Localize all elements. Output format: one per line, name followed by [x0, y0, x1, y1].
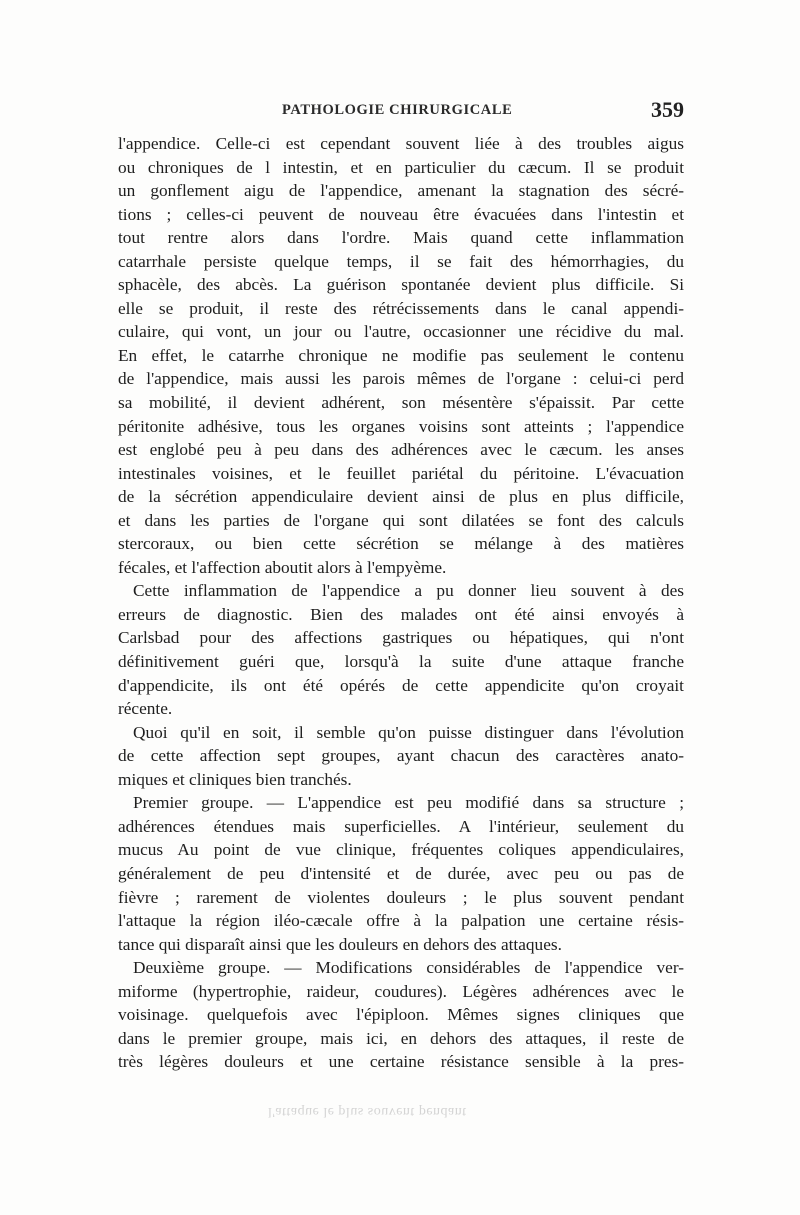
text-line: sa mobilité, il devient adhérent, son mésentère s'épaissit. Par cette	[118, 393, 684, 413]
paragraph-seven-groups	[118, 721, 684, 792]
paragraph-first-group	[118, 791, 684, 956]
text-line: Cette inflammation de l'appendice a pu donner lieu souvent à des	[133, 581, 684, 601]
text-line: est englobé peu à peu dans des adhérences avec le cæcum. les anses	[118, 440, 684, 460]
text-line: très légères douleurs et une certaine résistance sensible à la pres-	[118, 1052, 684, 1072]
page-number: 359	[651, 97, 684, 122]
text-line: Deuxième groupe. — Modifications considérables de l'appendice ver-	[133, 958, 684, 978]
text-line: adhérences étendues mais superficielles. A l'intérieur, seulement du	[118, 816, 684, 836]
text-line: erreurs de diagnostic. Bien des malades ont été ainsi envoyés à	[118, 604, 684, 624]
text-line: péritonite adhésive, tous les organes voisins sont atteints ; l'appendice	[118, 416, 684, 436]
text-line: généralement de peu d'intensité et de durée, avec peu ou pas de	[118, 863, 684, 883]
text-line: l'appendice. Celle-ci est cependant souvent liée à des troubles aigus	[118, 134, 684, 153]
text-line: d'appendicite, ils ont été opérés de cette appendicite qu'on croyait	[118, 675, 684, 695]
text-line: de l'appendice, mais aussi les parois mêmes de l'organe : celui-ci perd	[118, 369, 684, 389]
text-line: fièvre ; rarement de violentes douleurs ; le plus souvent pendant	[118, 887, 684, 907]
paragraph-second-group	[118, 956, 684, 1074]
text-line: En effet, le catarrhe chronique ne modifie pas seulement le contenu	[118, 345, 684, 365]
text-line: voisinage. quelquefois avec l'épiploon. Mêmes signes cliniques que	[118, 1005, 684, 1025]
text-line: de cette affection sept groupes, ayant chacun des caractères anato-	[118, 746, 684, 766]
text-line: tance qui disparaît ainsi que les douleurs en dehors des attaques.	[118, 934, 562, 954]
text-line: dans le premier groupe, mais ici, en dehors des attaques, il reste de	[118, 1028, 684, 1048]
text-line: elle se produit, il reste des rétrécissements dans le canal appendi-	[118, 298, 684, 318]
text-line: de la sécrétion appendiculaire devient ainsi de plus en plus difficile,	[118, 487, 684, 507]
text-line: Quoi qu'il en soit, il semble qu'on puisse distinguer dans l'évolution	[133, 722, 684, 742]
text-line: un gonflement aigu de l'appendice, amenant la stagnation des sécré-	[118, 181, 684, 201]
text-line: catarrhale persiste quelque temps, il se fait des hémorrhagies, du	[118, 251, 684, 271]
text-line: tout rentre alors dans l'ordre. Mais quand cette inflammation	[118, 228, 684, 248]
text-line: miques et cliniques bien tranchés.	[118, 769, 352, 789]
running-header	[118, 97, 684, 126]
text-line: fécales, et l'affection aboutit alors à l'empyème.	[118, 557, 447, 577]
body-text	[118, 132, 684, 1074]
paragraph-inflammation	[118, 132, 684, 579]
text-line: définitivement guéri que, lorsqu'à la suite d'une attaque franche	[118, 652, 684, 672]
text-line: récente.	[118, 699, 173, 719]
text-line: Carlsbad pour des affections gastriques ou hépatiques, qui n'ont	[118, 628, 684, 648]
text-line: mucus Au point de vue clinique, fréquentes coliques appendiculaires,	[118, 840, 684, 860]
text-line: culaire, qui vont, un jour ou l'autre, occasionner une récidive du mal.	[118, 322, 684, 342]
text-line: ou chroniques de l intestin, et en particulier du cæcum. Il se produit	[118, 157, 684, 177]
text-line: Premier groupe. — L'appendice est peu modifié dans sa structure ;	[133, 793, 684, 813]
text-line: stercoraux, ou bien cette sécrétion se mélange à des matières	[118, 534, 684, 554]
text-line: tions ; celles-ci peuvent de nouveau être évacuées dans l'intestin et	[118, 204, 684, 224]
running-title: PATHOLOGIE CHIRURGICALE	[282, 102, 513, 118]
text-line: et dans les parties de l'organe qui sont dilatées se font des calculs	[118, 510, 684, 530]
text-line: l'attaque la région iléo-cæcale offre à la palpation une certaine résis-	[118, 911, 684, 931]
bleed-through-text: l'attaque le plus souvent pendant	[268, 1104, 467, 1119]
text-line: miforme (hypertrophie, raideur, coudures). Légères adhérences avec le	[118, 981, 684, 1001]
paragraph-diagnostic-errors	[118, 579, 684, 720]
text-line: sphacèle, des abcès. La guérison spontanée devient plus difficile. Si	[118, 275, 684, 295]
text-line: intestinales voisines, et le feuillet pariétal du péritoine. L'évacuation	[118, 463, 684, 483]
